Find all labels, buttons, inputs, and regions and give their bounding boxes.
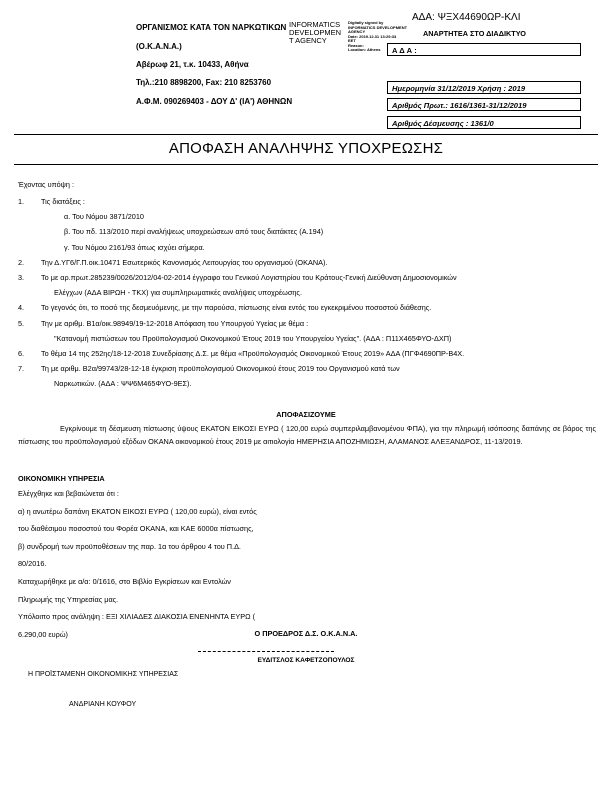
signature-line: Digitally signed by xyxy=(348,20,384,25)
finance-head-name: ΑΝΔΡΙΑΝΗ ΚΟΥΦΟΥ xyxy=(69,701,137,708)
finance-line: 6.290,00 ευρώ) xyxy=(18,629,68,639)
decision-heading: ΑΠΟΦΑΣΙΖΟΥΜΕ xyxy=(276,410,336,419)
item-text: "Κατανομή πιστώσεων του Προϋπολογισμού Οικονομικού Έτους 2019 του Υπουργείου Υγείας". (ΑΔΑ : Π11Χ465ΦΥΟ-ΔΧΠ) xyxy=(54,333,452,343)
logo-line: INFORMATICS xyxy=(289,20,341,29)
item-number: 2. xyxy=(18,257,25,267)
item-text: Την Δ.ΥΓ6/Γ.Π.οικ.10471 Εσωτερικός Κανονισμός Λειτουργίας του οργανισμού (ΟΚΑΝΑ). xyxy=(41,257,328,267)
item-text: Ελέγχων (ΑΔΑ ΒΙΡΩΗ - ΤΚΧ) για συμπληρωματικές αναλήψεις υποχρέωσης. xyxy=(54,288,302,298)
item-text: Το θέμα 14 της 252ης/18-12-2018 Συνεδρίασης Δ.Σ. με θέμα «Προϋπολογισμός Οικονομικού Έτους 2019» ΑΔΑ (ΠΓΦ4690ΠΡ-Β4Χ. xyxy=(41,349,465,358)
signature-line: Reason: xyxy=(348,42,364,48)
finance-line: 80/2016. xyxy=(18,559,47,569)
finance-heading: ΟΙΚΟΝΟΜΙΚΗ ΥΠΗΡΕΣΙΑ xyxy=(18,474,105,483)
item-number: 7. xyxy=(18,364,25,374)
org-name: ΟΡΓΑΝΙΣΜΟΣ ΚΑΤΑ ΤΟΝ ΝΑΡΚΩΤΙΚΩΝ xyxy=(136,23,287,32)
org-phone: Τηλ.:210 8898200, Fax: 210 8253760 xyxy=(136,78,272,87)
item-text: Τις διατάξεις : xyxy=(41,197,85,206)
finance-line: Υπόλοιπο προς ανάληψη : ΕΞΙ ΧΙΛΙΑΔΕΣ ΔΙΑΚΟΣΙΑ ΕΝΕΝΗΝΤΑ ΕΥΡΩ ( xyxy=(18,612,256,622)
item-number: 3. xyxy=(18,273,25,282)
president-title: Ο ΠΡΟΕΔΡΟΣ Δ.Σ. Ο.Κ.Α.Ν.Α. xyxy=(254,629,358,638)
item-number: 6. xyxy=(18,349,25,358)
finance-line: β) συνδρομή των προϋποθέσεων της παρ. 1α του άρθρου 4 του Π.Δ. xyxy=(18,541,241,551)
logo-line: DEVELOPMEN xyxy=(289,28,342,37)
ada-number: ΑΔΑ: ΨΞΧ44690ΩΡ-ΚΛΙ xyxy=(412,12,521,23)
finance-line: Ελέγχθηκε και βεβαιώνεται ότι : xyxy=(18,489,119,498)
president-name: ΕΥΔΙΤΣΛΟΣ ΚΑΦΕΤΖΟΠΟΥΛΟΣ xyxy=(257,657,355,664)
agency-logo xyxy=(289,21,341,45)
signature-line: INFORMATICS DEVELOPMENT xyxy=(348,24,408,30)
finance-head-title: Η ΠΡΟΪΣΤΑΜΕΝΗ ΟΙΚΟΝΟΜΙΚΗΣ ΥΠΗΡΕΣΙΑΣ xyxy=(28,671,179,678)
decision-text: Εγκρίνουμε τη δέσμευση πίστωσης ύψους ΕΚΑΤΟΝ ΕΙΚΟΣΙ ΕΥΡΩ ( 120,00 ευρώ συμπεριλαμβανομένου ΦΠΑ), για την πληρωμή ισόποσης δαπάνης σε βάρος της πίστωσης του προϋπολογισμού εξόδων ΟΚΑΝΑ οικονομικού έτους 2019 με αιτιολογία ΗΜΕΡΗΣΙΑ ΑΠΟΖΗΜΙΩΣΗ, ΑΛΑΜΑΝΟΣ ΑΛΕΞΑΝΔΡΟΣ, 11-13/2019. xyxy=(18,424,596,446)
item-number: 1. xyxy=(18,197,25,206)
signature-line: AGENCY xyxy=(348,29,366,34)
signature-line: Date: 2019.12.31 13:29:33 xyxy=(348,33,397,39)
item-number: 5. xyxy=(18,318,25,328)
logo-line: T AGENCY xyxy=(289,36,327,45)
finance-line: α) η ανωτέρω δαπάνη ΕΚΑΤΟΝ ΕΙΚΟΣΙ ΕΥΡΩ ( 120,00 ευρώ), είναι εντός xyxy=(18,506,257,516)
signature-line-dashed xyxy=(198,651,334,652)
posted-online-label: ΑΝΑΡΤΗΤΕΑ ΣΤΟ ΔΙΑΔΙΚΤΥΟ xyxy=(423,29,526,38)
item-text: Το γεγονός ότι, το ποσό της δεσμευόμενης, με την παρούσα, πίστωσης είναι εντός του εγκεκριμένου ποσοστού διάθεσης. xyxy=(41,303,432,313)
org-address: Αβέρωφ 21, τ.κ. 10433, Αθήνα xyxy=(136,60,249,69)
item-text: Ναρκωτικών. (ΑΔΑ : ΨΨ6Μ465ΦΥΟ-9ΕΣ). xyxy=(54,379,192,389)
signature-line: Location: Athens xyxy=(348,47,381,52)
item-text: Τη με αριθμ. Β2α/99743/28-12-18 έγκριση προϋπολογισμού Οικονομικού έτους 2019 του Οργανισμού κατά των xyxy=(41,364,400,374)
item-text: Το με αρ.πρωτ.285239/0026/2012/04-02-2014 έγγραφο του Γενικού Λογιστηρίου του Κράτους-Γενική Διεύθυνση Δημοσιονομικών xyxy=(41,273,457,282)
item-text: Την με αριθμ. Β1α/οικ.98949/19-12-2018 Απόφαση του Υπουργού Υγείας με θέμα : xyxy=(41,318,309,328)
date-box: Ημερομηνία 31/12/2019 Χρήση : 2019 xyxy=(387,81,581,94)
item-text: α. Του Νόμου 3871/2010 xyxy=(64,212,144,222)
finance-line: του διαθέσιμου ποσοστού του Φορέα ΟΚΑΝΑ, και ΚΑΕ 6000α πίστωσης, xyxy=(18,524,254,534)
ada-box: Α Δ Α : xyxy=(387,43,581,56)
finance-line: Πληρωμής της Υπηρεσίας μας. xyxy=(18,594,119,604)
item-text: β. Του πδ. 113/2010 περί αναλήψεως υποχρεώσεων από τους διατάκτες (Α.194) xyxy=(64,227,324,237)
finance-line: Καταχωρήθηκε με α/α: 0/1616, στο Βιβλίο Εγκρίσεων και Εντολών xyxy=(18,577,231,586)
commitment-box: Αριθμός Δέσμευσης : 1361/0 xyxy=(387,116,581,129)
org-abbr: (Ο.Κ.Α.Ν.Α.) xyxy=(136,42,182,51)
org-afm: Α.Φ.Μ. 090269403 - ΔΟΥ Δ' (ΙΑ') ΑΘΗΝΩΝ xyxy=(136,97,293,106)
document-title: ΑΠΟΦΑΣΗ ΑΝΑΛΗΨΗΣ ΥΠΟΧΡΕΩΣΗΣ xyxy=(168,140,444,157)
considering-label: Έχοντας υπόψη : xyxy=(18,180,75,189)
title-rule-bottom xyxy=(14,164,598,165)
protocol-box: Αριθμός Πρωτ.: 1616/1361-31/12/2019 xyxy=(387,98,581,111)
signature-line: EET xyxy=(348,38,356,43)
title-rule-top xyxy=(14,134,598,135)
item-number: 4. xyxy=(18,303,25,313)
item-text: γ. Του Νόμου 2161/93 όπως ισχύει σήμερα. xyxy=(64,242,205,252)
